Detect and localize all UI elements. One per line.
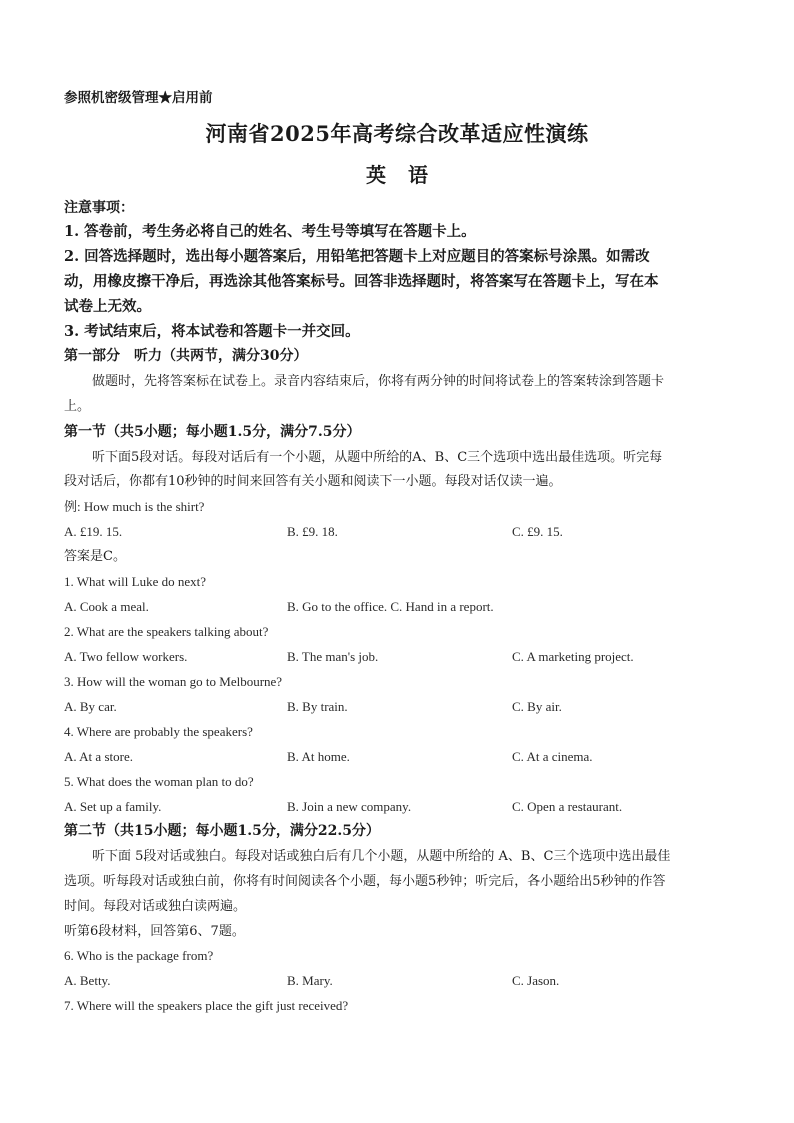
section2-heading: 第二节（共15小题；每小题1.5分，满分22.5分） <box>64 823 380 839</box>
question-3: 3. How will the woman go to Melbourne? <box>64 674 283 689</box>
section1-heading: 第一节（共5小题；每小题1.5分，满分7.5分） <box>64 424 361 440</box>
q5-option-c: C. Open a restaurant. <box>512 799 623 814</box>
q1-option-a: A. Cook a meal. <box>64 599 149 614</box>
q3-option-c: C. By air. <box>512 699 562 714</box>
example-option-b: B. £9. 18. <box>287 524 338 539</box>
q5-option-b: B. Join a new company. <box>287 799 412 814</box>
question-2: 2. What are the speakers talking about? <box>64 624 269 639</box>
example-question: 例: How much is the shirt? <box>64 499 205 514</box>
q3-option-b: B. By train. <box>287 699 348 714</box>
notice-heading: 注意事项： <box>64 200 134 216</box>
example-answer: 答案是C。 <box>64 549 126 564</box>
question-4: 4. Where are probably the speakers? <box>64 724 253 739</box>
notice-item-2-line-2: 动，用橡皮擦干净后，再选涂其他答案标号。回答非选择题时，将答案写在答题卡上，写在本 <box>64 273 659 290</box>
example-option-a: A. £19. 15. <box>64 524 123 539</box>
notice-item-1: 1. 答卷前，考生务必将自己的姓名、考生号等填写在答题卡上。 <box>64 223 476 240</box>
q2-option-a: A. Two fellow workers. <box>64 649 188 664</box>
section2-intro-line-3: 时间。每段对话或独白读两遍。 <box>64 899 247 914</box>
part1-intro-line-1: 做题时，先将答案标在试卷上。录音内容结束后，你将有两分钟的时间将试卷上的答案转涂到答题卡 <box>92 374 665 389</box>
question-5: 5. What does the woman plan to do? <box>64 774 254 789</box>
part1-heading: 第一部分 听力（共两节，满分30分） <box>64 348 308 364</box>
section2-intro-line-1: 听下面 5段对话或独白。每段对话或独白后有几个小题，从题中所给的 A、B、C三个选项中选出最佳 <box>92 849 671 864</box>
section2-intro-line-2: 选项。听每段对话或独白前，你将有时间阅读各个小题，每小题5秒钟；听完后，各小题给出5秒钟的作答 <box>64 874 666 889</box>
confidentiality-label: 参照机密级管理★启用前 <box>64 90 213 106</box>
q4-option-b: B. At home. <box>287 749 350 764</box>
notice-item-2-line-3: 试卷上无效。 <box>64 298 151 315</box>
notice-item-2-line-1: 2. 回答选择题时，选出每小题答案后，用铅笔把答题卡上对应题目的答案标号涂黑。如需改 <box>64 248 650 265</box>
question-7: 7. Where will the speakers place the gift just received? <box>64 998 349 1013</box>
q4-option-a: A. At a store. <box>64 749 133 764</box>
q2-option-c: C. A marketing project. <box>512 649 634 664</box>
example-option-c: C. £9. 15. <box>512 524 563 539</box>
subject-title: 英语 <box>366 163 450 187</box>
notice-item-3: 3. 考试结束后，将本试卷和答题卡一并交回。 <box>64 323 360 340</box>
q4-option-c: C. At a cinema. <box>512 749 593 764</box>
question-6: 6. Who is the package from? <box>64 948 214 963</box>
q1-options-b-c: B. Go to the office. C. Hand in a report. <box>287 599 494 614</box>
q6-option-b: B. Mary. <box>287 973 333 988</box>
part1-intro-line-2: 上。 <box>64 399 91 414</box>
q6-option-c: C. Jason. <box>512 973 560 988</box>
section1-intro-line-1: 听下面5段对话。每段对话后有一个小题，从题中所给的A、B、C三个选项中选出最佳选项。听完每 <box>92 450 663 465</box>
page-title: 河南省2025年高考综合改革适应性演练 <box>205 121 589 146</box>
q6-option-a: A. Betty. <box>64 973 111 988</box>
section1-intro-line-2: 段对话后，你都有10秒钟的时间来回答有关小题和阅读下一小题。每段对话仅读一遍。 <box>64 474 562 489</box>
q2-option-b: B. The man's job. <box>287 649 379 664</box>
question-1: 1. What will Luke do next? <box>64 574 207 589</box>
q3-option-a: A. By car. <box>64 699 117 714</box>
q5-option-a: A. Set up a family. <box>64 799 162 814</box>
material-6-instruction: 听第6段材料，回答第6、7题。 <box>64 924 245 939</box>
